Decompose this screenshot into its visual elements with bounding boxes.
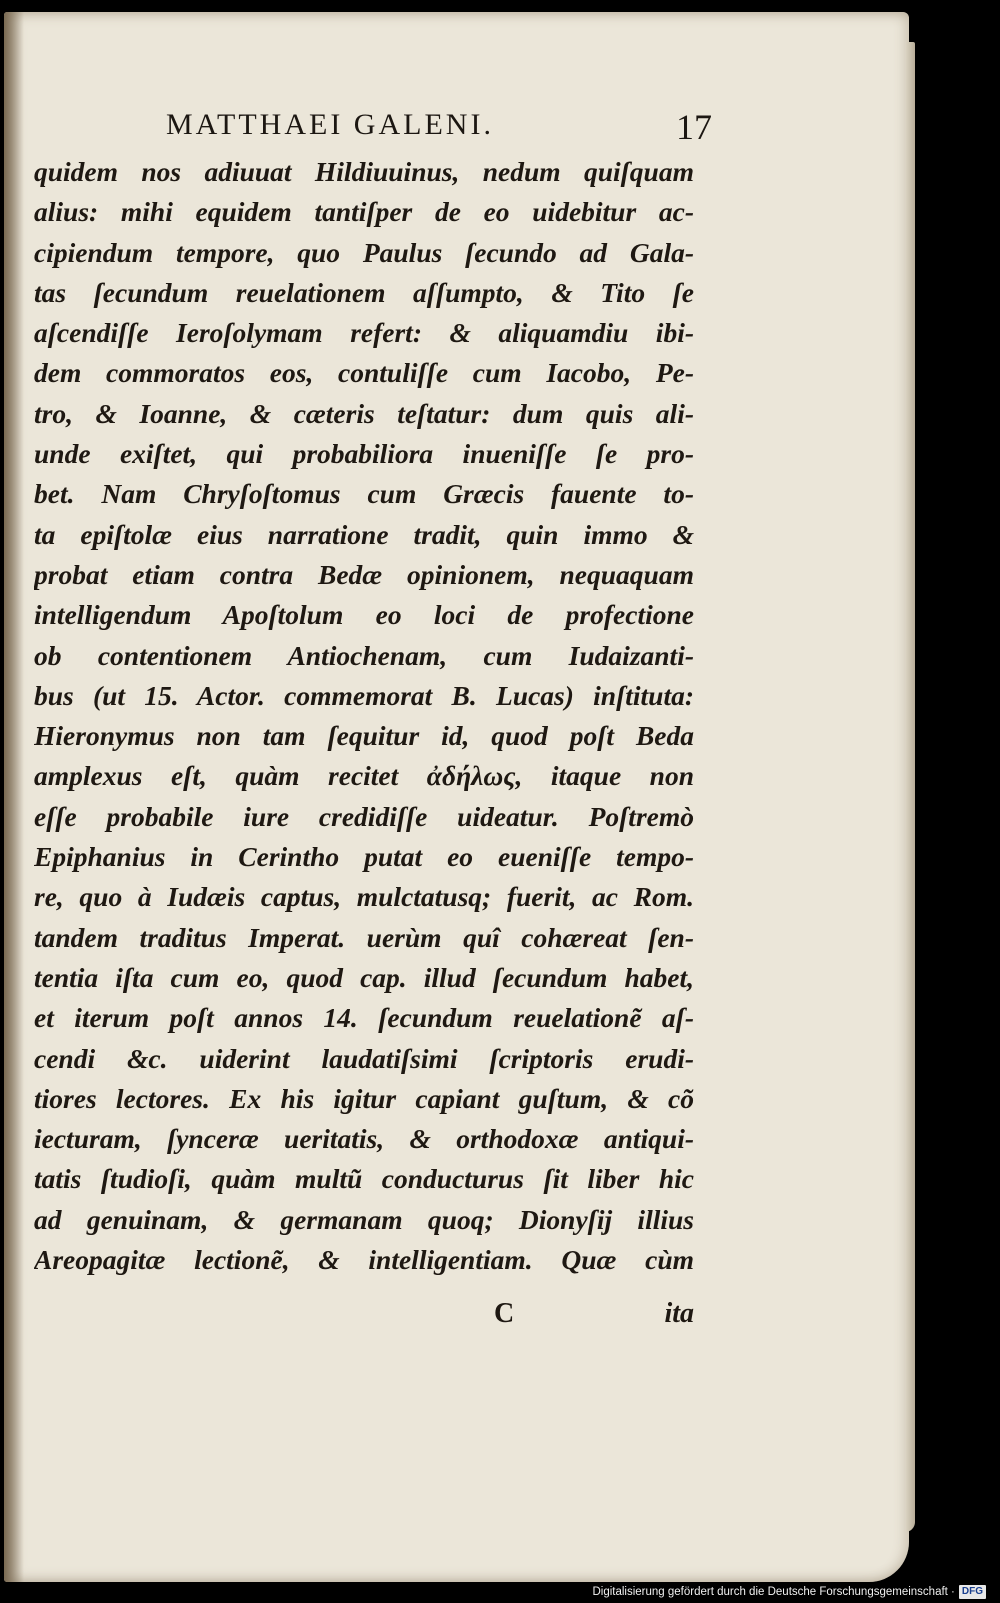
text-line: probat etiam contra Bedæ opinionem, nequaquam [34, 558, 694, 590]
text-line: ta epiſtolæ eius narratione tradit, quin immo & [34, 518, 694, 550]
text-line: tiores lectores. Ex his igitur capiant guſtum, & cõ [34, 1082, 694, 1114]
page-edge [905, 42, 915, 1532]
text-line: unde exiſtet, qui probabiliora inueniſſe ſe pro- [34, 438, 694, 470]
page-foot [34, 1298, 694, 1338]
text-line: tro, & Ioanne, & cæteris teſtatur: dum quis ali- [34, 397, 694, 429]
text-line: dem commoratos eos, contuliſſe cum Iacobo, Pe- [34, 357, 694, 389]
text-line: amplexus eſt, quàm recitet ἀδήλως, itaque non [34, 760, 694, 792]
text-line: eſſe probabile iure credidiſſe uideatur. Poſtremò [34, 800, 694, 832]
text-line: ob contentionem Antiochenam, cum Iudaizanti- [34, 639, 694, 671]
text-line: bet. Nam Chryſoſtomus cum Græcis fauente to- [34, 478, 694, 510]
text-line: aſcendiſſe Ieroſolymam refert: & aliquamdiu ibi- [34, 317, 694, 349]
text-line: Epiphanius in Cerintho putat eo eueniſſe tempo- [34, 841, 694, 873]
text-line: tas ſecundum reuelationem aſſumpto, & Tito ſe [34, 276, 694, 308]
text-line: quidem nos adiuuat Hildiuuinus, nedum quiſquam [34, 156, 694, 187]
catchword: ita [664, 1298, 694, 1329]
dfg-logo: DFG [959, 1585, 986, 1599]
text-line: Hieronymus non tam ſequitur id, quod poſt Beda [34, 720, 694, 752]
text-line: intelligendum Apoſtolum eo loci de profectione [34, 599, 694, 631]
page-gutter-shadow [4, 12, 24, 1582]
book-page [4, 12, 909, 1582]
text-line: iecturam, ſynceræ ueritatis, & orthodoxæ antiqui- [34, 1123, 694, 1155]
text-line: tandem traditus Imperat. uerùm quî cohæreat ſen- [34, 921, 694, 953]
body-text [34, 152, 694, 1280]
text-line: et iterum poſt annos 14. ſecundum reuelationẽ aſ- [34, 1002, 694, 1034]
text-line: tentia iſta cum eo, quod cap. illud ſecundum habet, [34, 961, 694, 993]
text-line: tatis ſtudioſi, quàm multũ conducturus ſit liber hic [34, 1163, 694, 1195]
text-line: cipiendum tempore, quo Paulus ſecundo ad Gala- [34, 236, 694, 268]
signature-mark: C [494, 1298, 515, 1329]
text-line: cendi &c. uiderint laudatiſsimi ſcriptoris erudi- [34, 1042, 694, 1074]
page-number: 17 [676, 107, 712, 147]
digitization-credit [592, 1584, 986, 1600]
running-head: MATTHAEI GALENI. [166, 108, 494, 141]
page-header [136, 107, 712, 158]
credit-text: Digitalisierung gefördert durch die Deutsche Forschungsgemeinschaft · [592, 1586, 955, 1598]
text-line: re, quo à Iudæis captus, mulctatusq; fuerit, ac Rom. [34, 881, 694, 913]
text-line: bus (ut 15. Actor. commemorat B. Lucas) inſtituta: [34, 679, 694, 711]
text-line: ad genuinam, & germanam quoq; Dionyſij illius [34, 1203, 694, 1235]
text-line: alius: mihi equidem tantiſper de eo uidebitur ac- [34, 196, 694, 228]
text-line: Areopagitæ lectionẽ, & intelligentiam. Quæ cùm [34, 1244, 694, 1276]
